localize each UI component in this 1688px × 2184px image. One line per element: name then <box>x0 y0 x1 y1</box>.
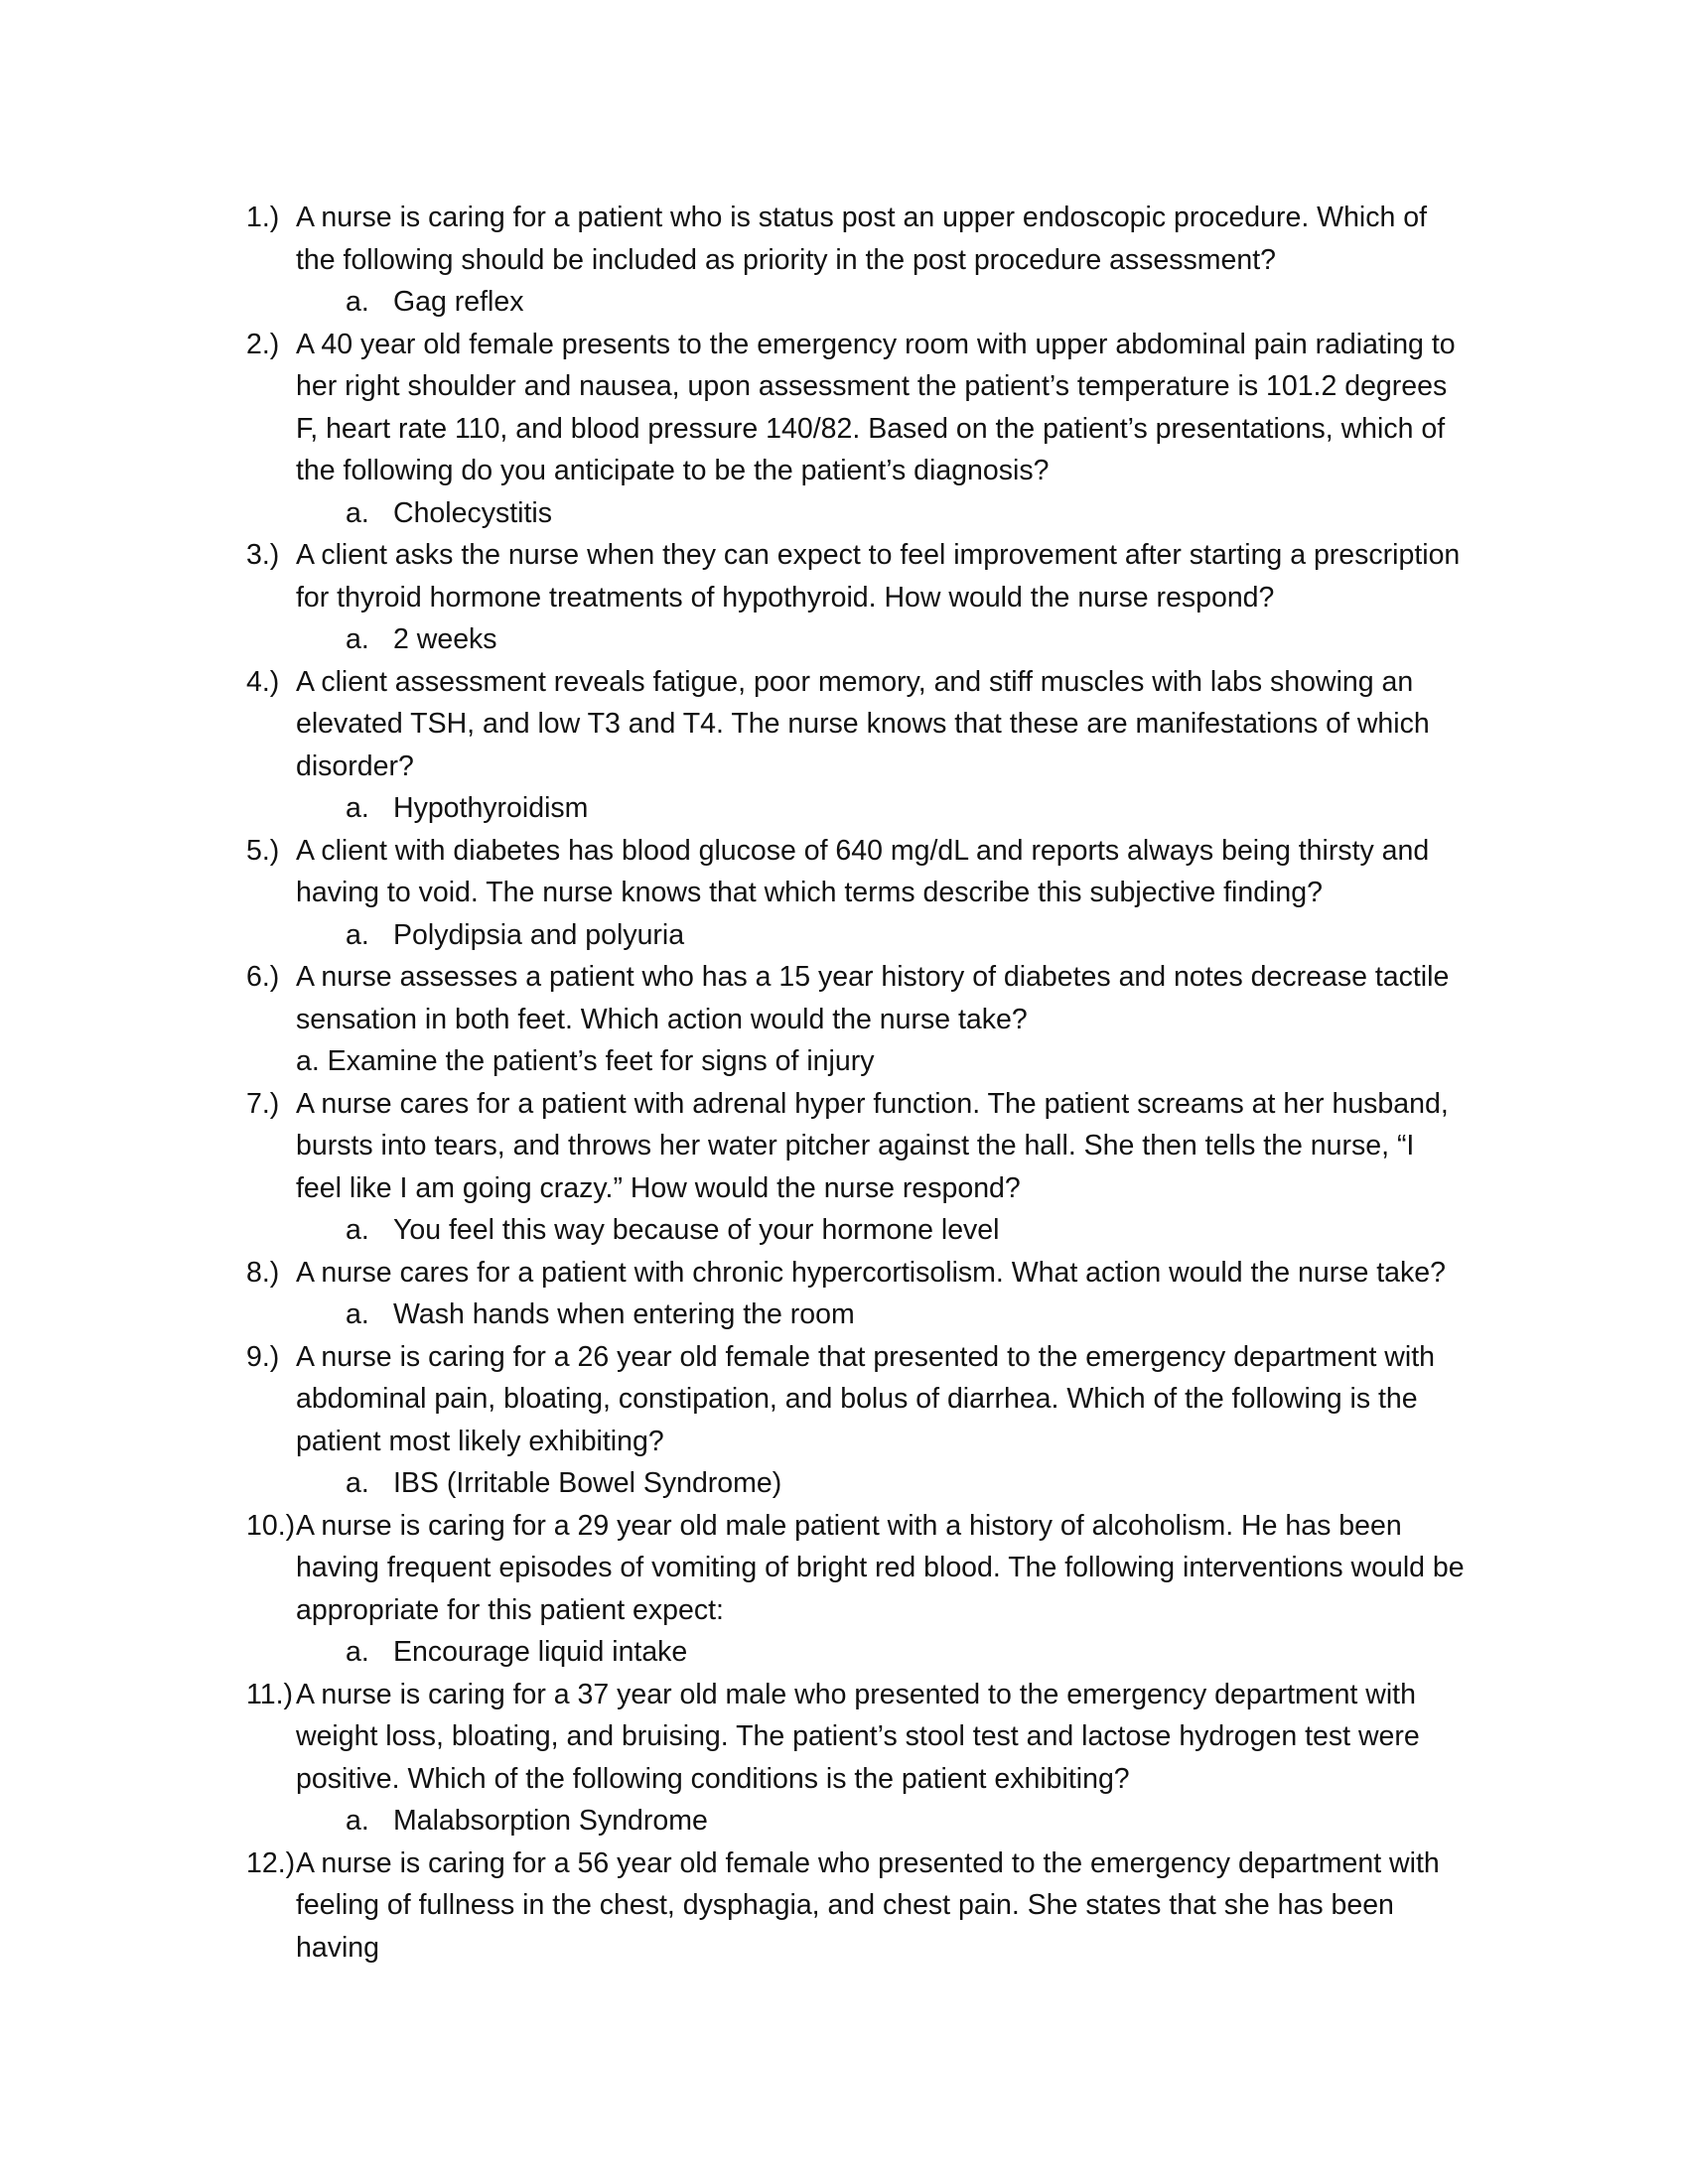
question-number: 11.) <box>246 1678 293 1710</box>
answer-7 <box>246 1209 1468 1252</box>
answer-11 <box>246 1800 1468 1843</box>
question-number: 1.) <box>246 202 280 233</box>
answer-text: Encourage liquid intake <box>393 1636 688 1668</box>
answer-text: 2 weeks <box>393 623 497 655</box>
question-text: A nurse is caring for a patient who is status post an upper endoscopic procedure. Which of the following should be included as priority in the post procedure assessment? <box>296 202 1428 276</box>
answer-text: Polydipsia and polyuria <box>393 918 685 951</box>
question-number: 3.) <box>246 539 280 571</box>
question-4 <box>246 661 1468 788</box>
question-number: 9.) <box>246 1340 280 1373</box>
answer-letter: a. <box>346 1214 369 1246</box>
answer-1 <box>246 281 1468 324</box>
question-number: 12.) <box>246 1846 296 1879</box>
question-3 <box>246 534 1468 618</box>
question-number: 4.) <box>246 665 280 698</box>
question-text: A client with diabetes has blood glucose of 640 mg/dL and reports always being thirsty and having to void. The nurse knows that which terms describe this subjective finding? <box>296 834 1430 908</box>
answer-text: Wash hands when entering the room <box>393 1298 855 1330</box>
answer-letter: a. <box>346 918 369 951</box>
answer-text: You feel this way because of your hormone level <box>393 1214 1000 1246</box>
answer-text: a. Examine the patient’s feet for signs of injury <box>296 1045 875 1077</box>
question-number: 6.) <box>246 961 280 993</box>
answer-letter: a. <box>346 496 369 529</box>
answer-5 <box>246 914 1468 957</box>
answer-2 <box>246 492 1468 535</box>
question-text: A 40 year old female presents to the emergency room with upper abdominal pain radiating to her right shoulder and nausea, upon assessment the patient’s temperature is 101.2 degrees F, heart rate 110, and blood pressure 140/82. Based on the patient’s presentations, which of the following do you anticipate to be the patient’s diagnosis? <box>296 328 1456 486</box>
answer-letter: a. <box>346 1298 369 1330</box>
answer-9 <box>246 1462 1468 1505</box>
answer-letter: a. <box>346 1805 369 1837</box>
question-6 <box>246 956 1468 1040</box>
answer-text: Gag reflex <box>393 286 524 318</box>
answer-letter: a. <box>346 1467 369 1499</box>
question-text: A nurse cares for a patient with chronic hypercortisolism. What action would the nurse take? <box>296 1256 1446 1289</box>
answer-text: Cholecystitis <box>393 496 552 529</box>
question-2 <box>246 324 1468 492</box>
question-text: A nurse cares for a patient with adrenal hyper function. The patient screams at her husband, bursts into tears, and throws her water pitcher against the hall. She then tells the nurse, “I feel like I am going crazy.” How would the nurse respond? <box>296 1087 1449 1204</box>
question-number: 10.) <box>246 1509 296 1542</box>
question-text: A nurse is caring for a 29 year old male patient with a history of alcoholism. He has been having frequent episodes of vomiting of bright red blood. The following interventions would be appropriate for this patient expect: <box>296 1509 1465 1626</box>
question-8 <box>246 1252 1468 1295</box>
question-number: 7.) <box>246 1087 280 1120</box>
answer-letter: a. <box>346 1636 369 1668</box>
answer-letter: a. <box>346 792 369 824</box>
answer-3 <box>246 618 1468 661</box>
question-number: 2.) <box>246 328 280 360</box>
answer-text: Hypothyroidism <box>393 792 589 824</box>
question-text: A client assessment reveals fatigue, poor memory, and stiff muscles with labs showing an elevated TSH, and low T3 and T4. The nurse knows that these are manifestations of which disorder? <box>296 665 1430 782</box>
question-text: A nurse assesses a patient who has a 15 year history of diabetes and notes decrease tactile sensation in both feet. Which action would the nurse take? <box>296 961 1450 1035</box>
question-12 <box>246 1843 1468 1970</box>
question-11 <box>246 1674 1468 1801</box>
answer-8 <box>246 1294 1468 1336</box>
answer-text: IBS (Irritable Bowel Syndrome) <box>393 1467 782 1499</box>
answer-6 <box>246 1040 1468 1083</box>
question-text: A nurse is caring for a 37 year old male who presented to the emergency department with weight loss, bloating, and bruising. The patient’s stool test and lactose hydrogen test were positive. Which of the following conditions is the patient exhibiting? <box>296 1678 1420 1795</box>
question-7 <box>246 1083 1468 1210</box>
question-text: A nurse is caring for a 26 year old female that presented to the emergency department with abdominal pain, bloating, constipation, and bolus of diarrhea. Which of the following is the patient most likely exhibiting? <box>296 1340 1435 1457</box>
question-5 <box>246 830 1468 914</box>
answer-10 <box>246 1631 1468 1674</box>
question-10 <box>246 1505 1468 1632</box>
question-9 <box>246 1336 1468 1463</box>
question-text: A client asks the nurse when they can expect to feel improvement after starting a prescription for thyroid hormone treatments of hypothyroid. How would the nurse respond? <box>296 539 1461 614</box>
answer-text: Malabsorption Syndrome <box>393 1805 708 1837</box>
question-1 <box>246 197 1468 281</box>
answer-letter: a. <box>346 286 369 318</box>
question-number: 5.) <box>246 834 280 867</box>
answer-letter: a. <box>346 623 369 655</box>
answer-4 <box>246 787 1468 830</box>
question-number: 8.) <box>246 1256 280 1289</box>
question-text: A nurse is caring for a 56 year old female who presented to the emergency department with feeling of fullness in the chest, dysphagia, and chest pain. She states that she has been having <box>296 1846 1440 1964</box>
question-list <box>246 197 1468 1969</box>
